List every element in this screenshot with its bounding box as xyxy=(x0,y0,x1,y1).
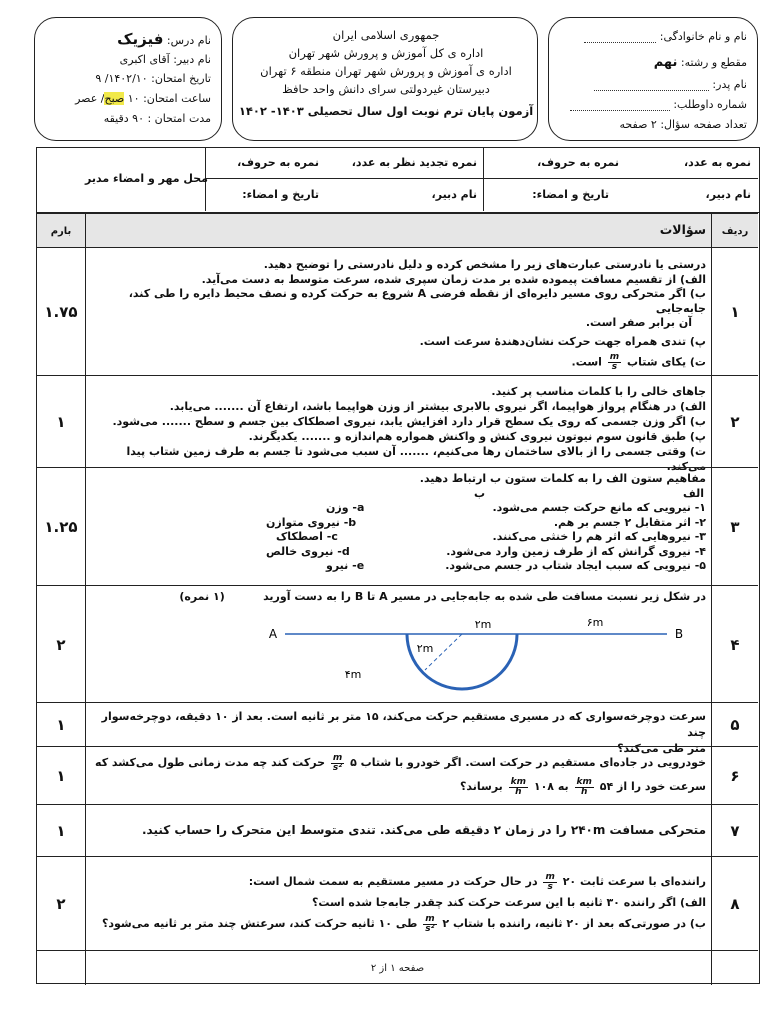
question-line: پ) طبق قانون سوم نیوتون نیروی کنش و واکنش همواره هم‌اندازه و ....... یکدیگرند. xyxy=(248,430,706,443)
question-line-part: در حال حرکت در مسیر مستقیم به سمت شمال است: xyxy=(248,875,538,888)
question-line xyxy=(91,751,706,775)
term-item: b- نیروی متوازن xyxy=(266,515,357,529)
matching-pair xyxy=(266,516,706,531)
question-number: ۱ xyxy=(711,248,758,376)
question-line-part: برساند؟ xyxy=(460,780,503,793)
father-name-field[interactable] xyxy=(594,90,709,91)
grade-divider-h xyxy=(205,178,758,179)
student-info-box xyxy=(548,17,758,141)
speed-unit: $\frac{m}{s}$ xyxy=(545,871,555,892)
speed-unit: $\frac{km}{h}$ xyxy=(576,776,592,797)
seat-number-field[interactable] xyxy=(570,110,670,111)
questions-table xyxy=(36,213,760,984)
arc-top-label: ۲m xyxy=(474,618,492,631)
question-score: ۱ xyxy=(37,703,86,747)
exam-time-row xyxy=(75,92,211,105)
score-header: بارم xyxy=(37,214,86,248)
revised-date-sign-label: تاریخ و امضاء: xyxy=(242,188,319,201)
exam-date-value: ۱۴۰۲/۱۰/ ۹ xyxy=(95,72,148,85)
revised-score-letters-label: نمره به حروف، xyxy=(237,156,319,169)
question-line-part: حرکت کند چه مدت زمانی طول می‌کشد که xyxy=(95,756,325,769)
question-line: ب) اگر وزن جسمی که روی یک سطح قرار دارد افزایش یابد، نیروی اصطکاک بین جسم و سطح ....... می‌شود. xyxy=(112,415,706,428)
matching-pair xyxy=(326,559,706,574)
concept-item: ۳- نیروهایی که اثر هم را خنثی می‌کنند. xyxy=(492,530,706,543)
question-line: ب) اگر متحرکی روی مسیر دایره‌ای از نقطه فرضی A شروع به حرکت کرده و نصف محیط دایره را طی کند، جابه‌جایی xyxy=(128,287,706,315)
question-line xyxy=(91,775,706,799)
exam-time-highlight: صبح xyxy=(104,92,125,105)
concept-item: ۱- نیرویی که مانع حرکت جسم می‌شود. xyxy=(492,501,706,514)
father-name-row xyxy=(594,78,747,91)
question-number: ۸ xyxy=(711,857,758,951)
radius-label: ۲m xyxy=(416,642,434,655)
revised-teacher-name-label: نام دبیر، xyxy=(431,188,477,201)
question-score: ۲ xyxy=(37,586,86,703)
question-line-part: ت) یکای شتاب xyxy=(627,355,706,369)
term-item: a- وزن xyxy=(326,501,365,514)
question-line: الف) در هنگام پرواز هواپیما، اگر نیروی بالابری بیشتر از وزن هواپیما باشد، ارتفاع آن ....... می‌یابد. xyxy=(169,400,706,413)
question-line: پ) تندی همراه جهت حرکت نشان‌دهندهٔ سرعت است. xyxy=(419,334,706,348)
question-line: الف) اگر راننده ۳۰ ثانیه با این سرعت حرکت کند چقدر جابه‌جا شده است؟ xyxy=(311,896,706,909)
grade-row xyxy=(654,55,747,70)
question-line xyxy=(91,590,706,605)
date-sign-label: تاریخ و امضاء: xyxy=(532,188,609,201)
question-row-8 xyxy=(37,856,758,951)
acceleration-value: ۵ xyxy=(350,756,357,769)
questions-header: سؤالات xyxy=(659,222,706,237)
question-row-6 xyxy=(37,746,758,805)
column-a-header: الف xyxy=(682,486,704,500)
question-line-part: در شکل زیر نسبت مسافت طی شده به جابه‌جایی در مسیر A تا B را به دست آورید xyxy=(263,590,706,603)
matching-pair xyxy=(266,545,706,560)
principal-stamp-label: محل مهر و امضاء مدیر xyxy=(85,172,208,185)
exam-time-alt: / عصر xyxy=(75,92,105,105)
exam-date-row xyxy=(95,72,211,85)
question-line: الف) از تقسیم مسافت پیموده شده بر مدت زمان سپری شده، سرعت متوسط به دست می‌آید. xyxy=(201,272,706,286)
teacher-name-label: نام دبیر، xyxy=(705,188,751,201)
row-number-header: ردیف xyxy=(711,214,758,248)
question-line: سرعت دوچرخه‌سواری که در مسیری مستقیم حرکت می‌کند، ۱۵ متر بر ثانیه است. بعد از ۱۰ دقیقه، دوچرخه‌سوار چند xyxy=(101,710,706,739)
question-line: ت) وقتی جسمی را از بالای ساختمان رها می‌کنیم، ....... آن سبب می‌شود تا جسم به طرف زمین شتاب پیدا می‌کند. xyxy=(126,445,706,473)
exam-time-label: ساعت امتحان: xyxy=(143,92,211,105)
grading-table xyxy=(36,147,760,213)
question-score: ۱.۷۵ xyxy=(37,248,86,376)
student-name-label: نام و نام خانوادگی: xyxy=(659,30,747,43)
exam-duration: مدت امتحان : ۹۰ دقیقه xyxy=(103,112,211,125)
question-line-part: سرعت خود را از xyxy=(617,780,706,793)
education-office-title: اداره ی کل آموزش و پرورش شهر تهران xyxy=(288,46,484,60)
question-score: ۱ xyxy=(37,805,86,857)
school-header-box xyxy=(232,17,538,141)
question-line xyxy=(91,913,706,934)
grade-label: مقطع و رشته: xyxy=(680,56,747,69)
speed-value: ۲۰ xyxy=(562,875,577,888)
questions-header-row xyxy=(37,213,758,248)
question-line xyxy=(91,871,706,892)
question-text xyxy=(91,472,706,574)
question-line: جاهای خالی را با کلمات مناسب پر کنید. xyxy=(491,385,706,398)
question-line-part: ب) در صورتی‌که بعد از ۲۰ ثانیه، راننده با شتاب xyxy=(452,917,706,930)
right-segment-label: ۶m xyxy=(586,616,604,629)
question-text xyxy=(91,258,706,372)
question-number: ۶ xyxy=(711,747,758,805)
question-text xyxy=(91,871,706,934)
concept-item: ۲- اثر متقابل ۲ جسم بر هم. xyxy=(553,515,706,529)
point-a-label: A xyxy=(268,627,278,641)
question-text xyxy=(91,590,706,605)
acceleration-unit: $\frac{m}{\text{s²}}$ xyxy=(425,913,435,934)
seat-number-row xyxy=(570,98,747,111)
point-b-label: B xyxy=(674,627,684,641)
course-info-box xyxy=(34,17,222,141)
acceleration-value: ۲ xyxy=(442,917,450,930)
question-score: ۱.۲۵ xyxy=(37,468,86,586)
question-line-part: خودرویی در جاده‌ای مستقیم در حرکت است. اگر خودرو با شتاب xyxy=(360,756,706,769)
concept-item: ۴- نیروی گرانش که از طرف زمین وارد می‌شود. xyxy=(446,544,706,558)
column-b-header: ب xyxy=(474,486,486,500)
question-number: ۴ xyxy=(711,586,758,703)
question-row-4 xyxy=(37,585,758,703)
question-line: متر طی می‌کند؟ xyxy=(617,742,706,755)
question-row-2 xyxy=(37,375,758,473)
question-number: ۲ xyxy=(711,376,758,468)
school-name: دبیرستان غیردولتی سرای دانش واحد حافظ xyxy=(282,82,490,96)
student-name-row xyxy=(584,30,747,43)
question-text xyxy=(91,384,706,474)
question-points: (۱ نمره) xyxy=(179,590,225,603)
acceleration-unit: $\frac{m}{\text{s²}}$ xyxy=(332,752,343,773)
speed-unit: $\frac{km}{h}$ xyxy=(510,776,527,797)
matching-pair xyxy=(326,501,706,516)
subject-row xyxy=(117,30,211,48)
initial-speed-value: ۵۴ xyxy=(599,780,614,793)
footer-row xyxy=(37,950,758,985)
term-item: c- اصطکاک xyxy=(276,530,338,543)
question-row-1 xyxy=(37,247,758,376)
grade-value: نهم xyxy=(653,55,678,70)
score-digits-label: نمره به عدد، xyxy=(684,156,751,169)
revised-score-digits-label: نمره تجدید نظر به عدد، xyxy=(351,156,477,169)
question-score: ۱ xyxy=(37,747,86,805)
father-name-label: نام پدر: xyxy=(712,78,747,91)
question-line-part: است. xyxy=(571,355,602,369)
question-row-7 xyxy=(37,804,758,857)
exam-time-hour: ۱۰ xyxy=(127,92,140,105)
left-segment-label: ۴m xyxy=(344,668,362,681)
question-text xyxy=(91,751,706,799)
term-item: e- نیرو xyxy=(326,559,365,572)
question-row-5 xyxy=(37,702,758,755)
question-line xyxy=(91,353,706,372)
column-headers xyxy=(474,487,704,502)
question-line-part: به xyxy=(557,780,569,793)
question-line-part: طی ۱۰ ثانیه حرکت کند، سرعتش چند متر بر ثانیه می‌شود؟ xyxy=(101,917,418,930)
unit-fraction: $\frac{m}{s}$ xyxy=(609,352,620,372)
exam-title: آزمون پایان ترم نوبت اول سال تحصیلی ۱۴۰۳- ۱۴۰۲ xyxy=(238,104,534,118)
question-text: متحرکی مسافت ۲۴۰m را در زمان ۲ دقیقه طی می‌کند. تندی متوسط این متحرک را حساب کنید. xyxy=(141,823,706,837)
page-count-label: تعداد صفحه سؤال: ۲ صفحه xyxy=(619,118,747,131)
student-name-field[interactable] xyxy=(584,42,656,43)
score-letters-label: نمره به حروف، xyxy=(537,156,619,169)
subject-value: فیزیک xyxy=(117,30,164,48)
concept-item: ۵- نیرویی که سبب ایجاد شتاب در جسم می‌شود. xyxy=(445,559,706,572)
teacher-name: نام دبیر: آقای اکبری xyxy=(119,53,211,66)
question-number: ۵ xyxy=(711,703,758,747)
question-row-3 xyxy=(37,467,758,586)
question-line: آن برابر صفر است. xyxy=(585,316,692,329)
question-line: درستی یا نادرستی عبارت‌های زیر را مشخص کرده و دلیل نادرستی را توضیح دهید. xyxy=(263,258,706,271)
subject-label: نام درس: xyxy=(166,34,211,47)
seat-number-label: شماره داوطلب: xyxy=(673,98,747,111)
question-number: ۷ xyxy=(711,805,758,857)
exam-date-label: تاریخ امتحان: xyxy=(151,72,211,85)
country-title: جمهوری اسلامی ایران xyxy=(332,28,440,42)
term-item: d- نیروی خالص xyxy=(266,544,350,558)
question-score: ۲ xyxy=(37,857,86,951)
grade-divider-1 xyxy=(483,148,484,211)
final-speed-value: ۱۰۸ xyxy=(533,780,555,793)
matching-pair xyxy=(276,530,706,545)
page-footer: صفحه ۱ از ۲ xyxy=(370,963,425,974)
question-line-part: راننده‌ای با سرعت ثابت xyxy=(579,875,706,888)
path-diagram xyxy=(257,606,717,698)
district-office-title: اداره ی آموزش و پرورش شهر تهران منطقه ۶ تهران xyxy=(260,64,512,78)
question-score: ۱ xyxy=(37,376,86,468)
question-number: ۳ xyxy=(711,468,758,586)
question-line: مفاهیم ستون الف را به کلمات ستون ب ارتباط دهید. xyxy=(419,472,706,485)
